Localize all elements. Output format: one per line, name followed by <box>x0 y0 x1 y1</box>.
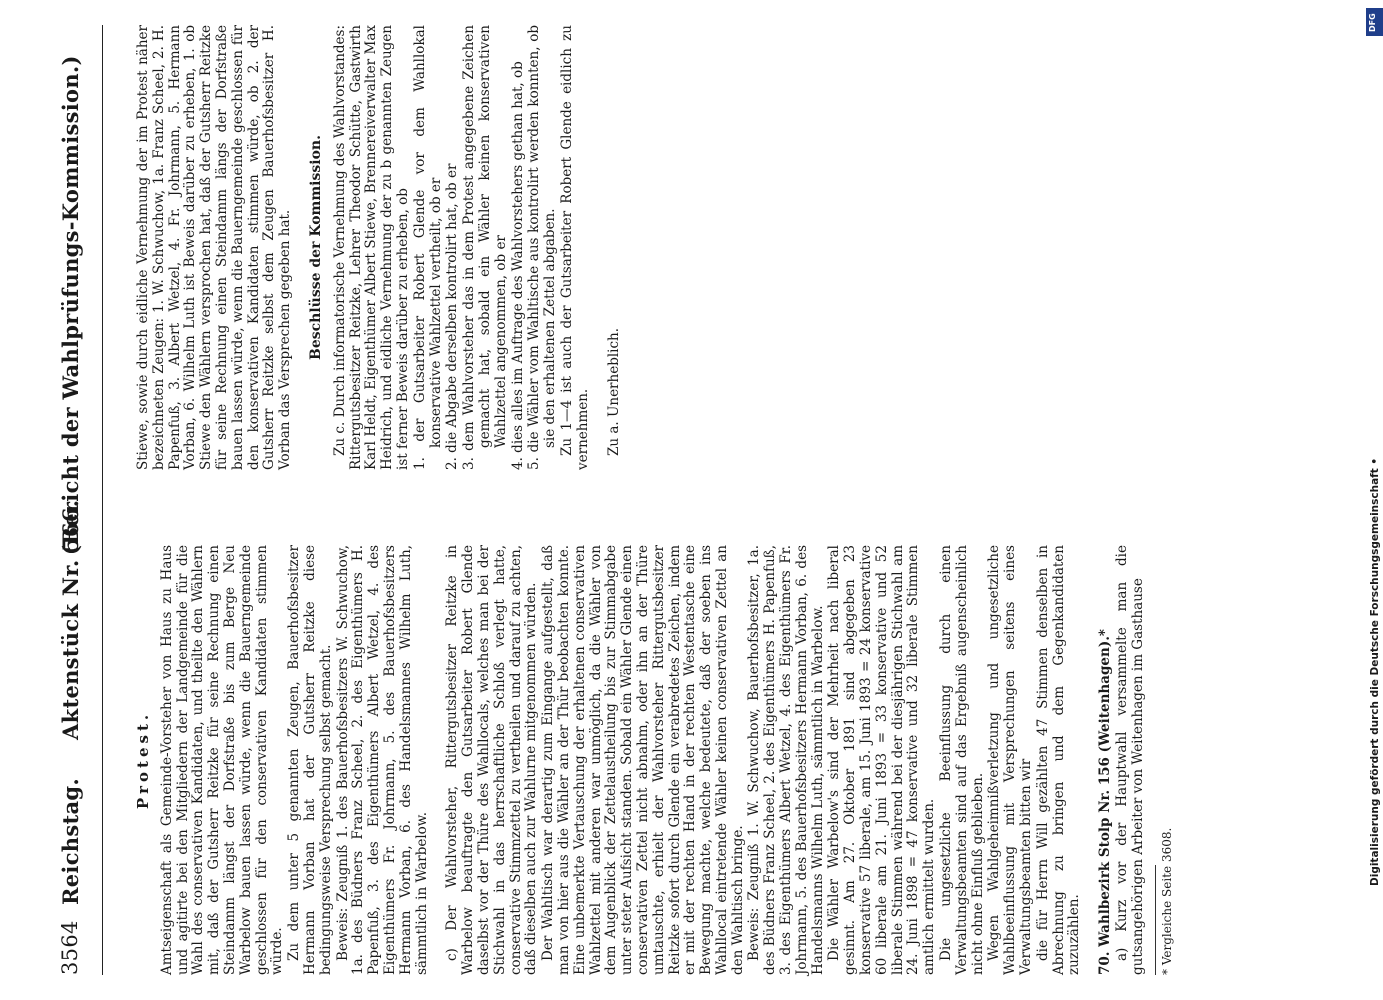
left-paragraph: die für Herrn Will gezählten 47 Stimmen denselben in Abrechnung zu bringen und dem Gegenkandidaten zuzuzählen. <box>1034 545 1083 975</box>
left-paragraph: Amtseigenschaft als Gemeinde-Vorsteher von Haus zu Haus und agitirte bei den Mitgliedern der Landgemeinde für die Wahl des conservativen Kandidaten, und theilte den Wählern mit, daß der Gutsherr Reitzke für seine Rechnung einen Steindamm längst der Dorfstraße bis zum Berge Neu Warbelow bauen lassen würde, wenn die Bauerngemeinde geschlossen für den conservativen Kandidaten stimmen würde. <box>158 545 286 975</box>
dfg-logo <box>1366 8 1383 36</box>
left-paragraph: Zu dem unter 5 genannten Zeugen, Bauerhofsbesitzer Hermann Vorban hat der Gutsherr Reitzke diese bedingungsweise Versprechung selbst gemacht. <box>286 545 334 975</box>
evidence-list: Beweis: Zeugniß 1. W. Schwuchow, Bauerhofsbesitzer, 1a. des Büdners Franz Scheel, 2. des Eigenthümers H. Papenfuß, 3. des Eigenthümers Albert Wetzel, 4. des Eigenthümers Fr. Johrmann, 5. des Bauerhofsbesitzers Hermann Vorban, 6. des Handelsmanns Wilhelm Luth, sämmtlich in Warbelow. <box>746 545 826 975</box>
header-rule <box>102 25 103 975</box>
right-column <box>136 25 1036 470</box>
right-paragraph: Zu a. Unerheblich. <box>605 327 622 456</box>
list-item: 1. der Gutsarbeiter Robert Glende vor dem Wahllokal konservative Wahlzettel vertheilt, ob er <box>411 25 444 470</box>
digitization-credit <box>1367 6 1383 886</box>
right-paragraph: Zu c. Durch informatorische Vernehmung des Wahlvorstandes: Rittergutsbesitzer Reitzke, Lehrer Theodor Schütte, Gastwirth Karl Heldt, Eigenthümer Albert Stiewe, Brennereiverwalter Max Heidrich, und eidliche Vernehmung der zu b genannten Zeugen ist ferner Beweis darüber zu erheben, ob <box>331 25 411 470</box>
header-document: Aktenstück Nr. 566. <box>58 499 83 740</box>
list-item: 4. dies alles im Auftrage des Wahlvorstehers gethan hat, ob <box>509 61 526 470</box>
left-paragraph: c) Der Wahlvorsteher, Rittergutsbesitzer Reitzke in Warbelow beauftragte den Gutsarbeiter Robert Glende daselbst vor der Thüre des Wahllocals, welches man bei der Stichwahl in das herrschaftliche Schloß verlegt hatte, conservative Stimmzettel zu vertheilen und darauf zu achten, daß dieselben auch zur Wahlurne mitgenommen würden. <box>444 545 540 975</box>
list-item: 5. die Wähler vom Wahltische aus kontrolirt werden konnten, ob sie den erhaltenen Zettel abgaben. <box>526 25 559 470</box>
left-paragraph: a) Kurz vor der Hauptwahl versammelte man die gutsangehörigen Arbeiter von Weitenhagen im Gasthause <box>1114 545 1146 975</box>
left-column <box>136 545 1296 975</box>
list-item: 2. die Abgabe derselben kontrolirt hat, ob er <box>444 163 461 470</box>
page-number: 3564 <box>58 920 82 975</box>
credit-text: Digitalisierung gefördert durch die Deutsche Forschungsgemeinschaft • <box>1369 457 1381 886</box>
section-heading: 70. Wahlbezirk Stolp Nr. 156 (Weitenhagen).* <box>1097 629 1114 975</box>
footnote-rule <box>1155 865 1156 975</box>
right-paragraph: Zu 1—4 ist auch der Gutsarbeiter Robert Glende eidlich zu vernehmen. <box>558 25 591 470</box>
running-header <box>58 25 98 975</box>
header-section: Reichstag. <box>58 778 83 905</box>
commission-title: Beschlüsse der Kommission. <box>307 135 324 360</box>
dfg-logo-text: DFG <box>1368 13 1377 32</box>
list-item: 3. dem Wahlvorsteher das in dem Protest angegebene Zeichen gemacht hat, sobald ein Wähler keinen konservativen Wahlzettel angenommen, ob er <box>461 25 509 470</box>
right-paragraph: Stiewe, sowie durch eidliche Vernehmung der im Protest näher bezeichneten Zeugen: 1. W. Schwuchow, 1a. Franz Scheel, 2. H. Papenfuß, 3. Albert Wetzel, 4. Fr. Johrmann, 5. Hermann Vorban, 6. Wilhelm Luth ist Beweis darüber zu erheben, 1. ob Stiewe den Wählern versprochen hat, daß der Gutsherr Reitzke für seine Rechnung einen Steindamm längs der Dorfstraße bauen lassen würde, wenn die Bauerngemeinde geschlossen für den konservativen Kandidaten stimmen würde, ob 2. der Gutsherr Reitzke selbst dem Zeugen Bauerhofsbesitzer H. Vorban das Versprechen gegeben hat. <box>135 25 294 470</box>
header-report: (Bericht der Wahlprüfungs-Kommission.) <box>58 55 83 555</box>
footnote: * Vergleiche Seite 3608. <box>1159 827 1174 975</box>
left-paragraph: Der Wahltisch war derartig zum Eingange aufgestellt, daß man von hier aus die Wähler an der Thür beobachten konnte. Eine unbemerkte Vertauschung der erhaltenen conservativen Wahlzettel mit anderen war unmöglich, da die Wähler von dem Augenblick der Zettelaustheilung bis zur Stimmabgabe unter steter Aufsicht standen. Sobald ein Wähler Glende einen conservativen Zettel nicht abnahm, oder ihn an der Thüre umtauschte, erhielt der Wahlvorsteher Rittergutsbesitzer Reitzke sofort durch Glende ein verabredetes Zeichen, indem er mit der rechten Hand in der rechten Westentasche eine Bewegung machte, welche bedeutete, daß der soeben ins Wahllocal eintretende Wähler keinen conservativen Zettel an den Wahltisch bringe. <box>540 545 746 975</box>
left-paragraph: Die Wähler Warbelow's sind der Mehrheit nach liberal gesinnt. Am 27. Oktober 1891 sind abgegeben 23 konservative 57 liberale, am 15. Juni 1893 = 24 konservative 60 liberale am 21. Juni 1893 = 33 konservative und 52 liberale Stimmen während bei der diesjährigen Stichwahl am 24. Juni 1898 = 47 konservative und 32 liberale Stimmen amtlich ermittelt wurden. <box>826 545 938 975</box>
left-paragraph: Die ungesetzliche Beeinflussung durch einen Verwaltungsbeamten sind auf das Ergebniß augenscheinlich nicht ohne Einfluß geblieben. <box>938 545 986 975</box>
evidence-list: Beweis: Zeugniß 1. des Bauerhofsbesitzers W. Schwuchow, 1a. des Büdners Franz Scheel, 2. des Eigenthümers H. Papenfuß, 3. des Eigenthümers Albert Wetzel, 4. des Eigenthümers Fr. Johrmann, 5. des Bauerhofsbesitzers Hermann Vorban, 6. des Handelsmannes Wilhelm Luth, sämmtlich in Warbelow. <box>334 545 430 975</box>
left-paragraph: Wegen Wahlgeheimnißverletzung und ungesetzliche Wahlbeeinflussung mit Versprechungen seitens eines Verwaltungsbeamten bitten wir <box>986 545 1035 975</box>
protest-title: Protest. <box>134 710 152 810</box>
rotated-page-content <box>40 25 1340 975</box>
